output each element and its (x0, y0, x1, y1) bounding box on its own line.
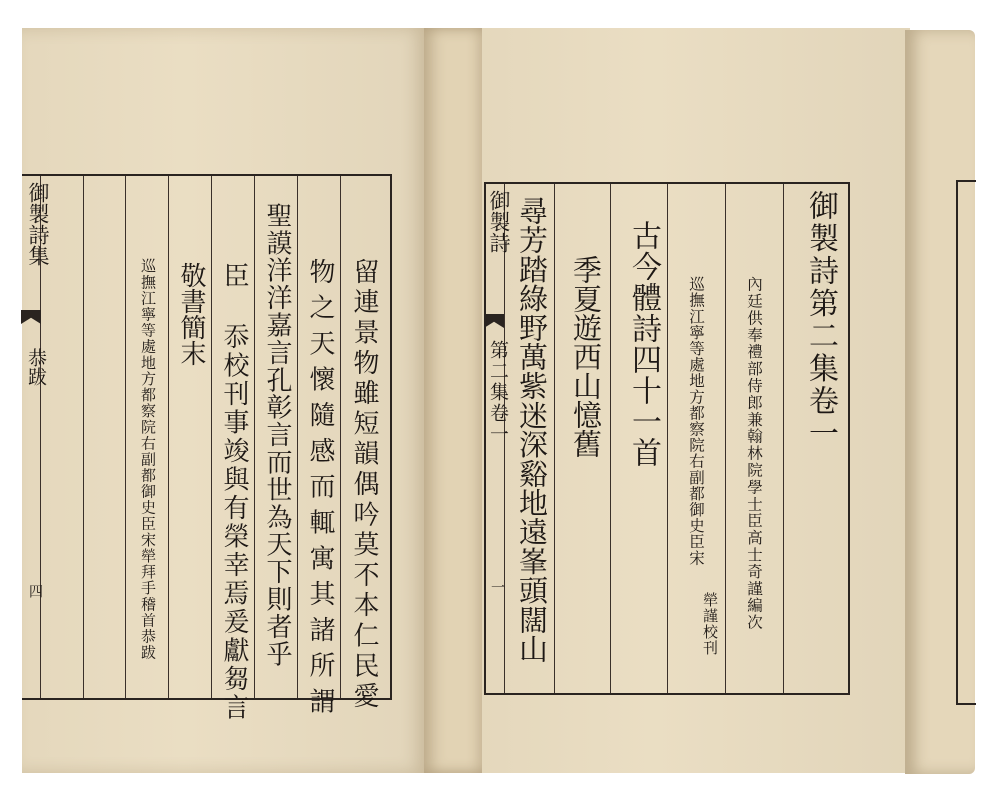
next-page-frame-edge (956, 180, 976, 705)
column-rule (340, 176, 341, 698)
poem-title: 季夏遊西山憶舊 (569, 255, 603, 458)
column-rule (667, 184, 668, 693)
column-rule (783, 184, 784, 693)
left-text-column-5: 敬書簡末 (176, 262, 206, 366)
column-rule (610, 184, 611, 693)
volume-title: 御製詩第二集卷一 (803, 190, 838, 450)
left-signature-column: 巡撫江寧等處地方都察院右副都御史臣宋犖拜手稽首恭跋 (139, 258, 157, 661)
column-rule (297, 176, 298, 698)
left-margin-section: 恭跋 (25, 348, 47, 386)
column-rule (554, 184, 555, 693)
column-rule (168, 176, 169, 698)
column-rule (725, 184, 726, 693)
section-heading: 古今體詩四十一首 (626, 220, 661, 468)
left-text-column-4: 臣 忝校刊事竣與有榮幸焉爰獻芻言 (219, 262, 249, 722)
left-margin-page: 四 (27, 584, 43, 598)
editor-credit-2a: 巡撫江寧等處地方都察院右副都御史臣宋 (687, 276, 705, 566)
editor-credit-2b: 犖謹校刊 (701, 592, 719, 656)
left-text-column-2: 物之天懷隨感而輒寓其諸所謂 (305, 258, 335, 724)
column-rule (211, 176, 212, 698)
right-margin-page: 一 (489, 580, 505, 594)
poem-line: 尋芳踏綠野萬紫迷深谿地遠峯頭闊山 (515, 196, 549, 664)
column-rule (125, 176, 126, 698)
editor-credit-1: 內廷供奉禮部侍郎兼翰林院學士臣高士奇謹編次 (745, 276, 763, 631)
left-text-column-3: 聖謨洋洋嘉言孔彰言而世為天下則者乎 (262, 202, 292, 668)
book-gutter (424, 28, 482, 773)
column-rule (254, 176, 255, 698)
right-margin-title: 御製詩 (487, 190, 511, 253)
left-text-column-1: 留連景物雖短韻偶吟莫不本仁民愛 (349, 258, 379, 713)
right-margin-volume: 第二集卷一 (487, 340, 509, 445)
left-margin-title: 御製詩集 (26, 182, 50, 266)
column-rule (83, 176, 84, 698)
